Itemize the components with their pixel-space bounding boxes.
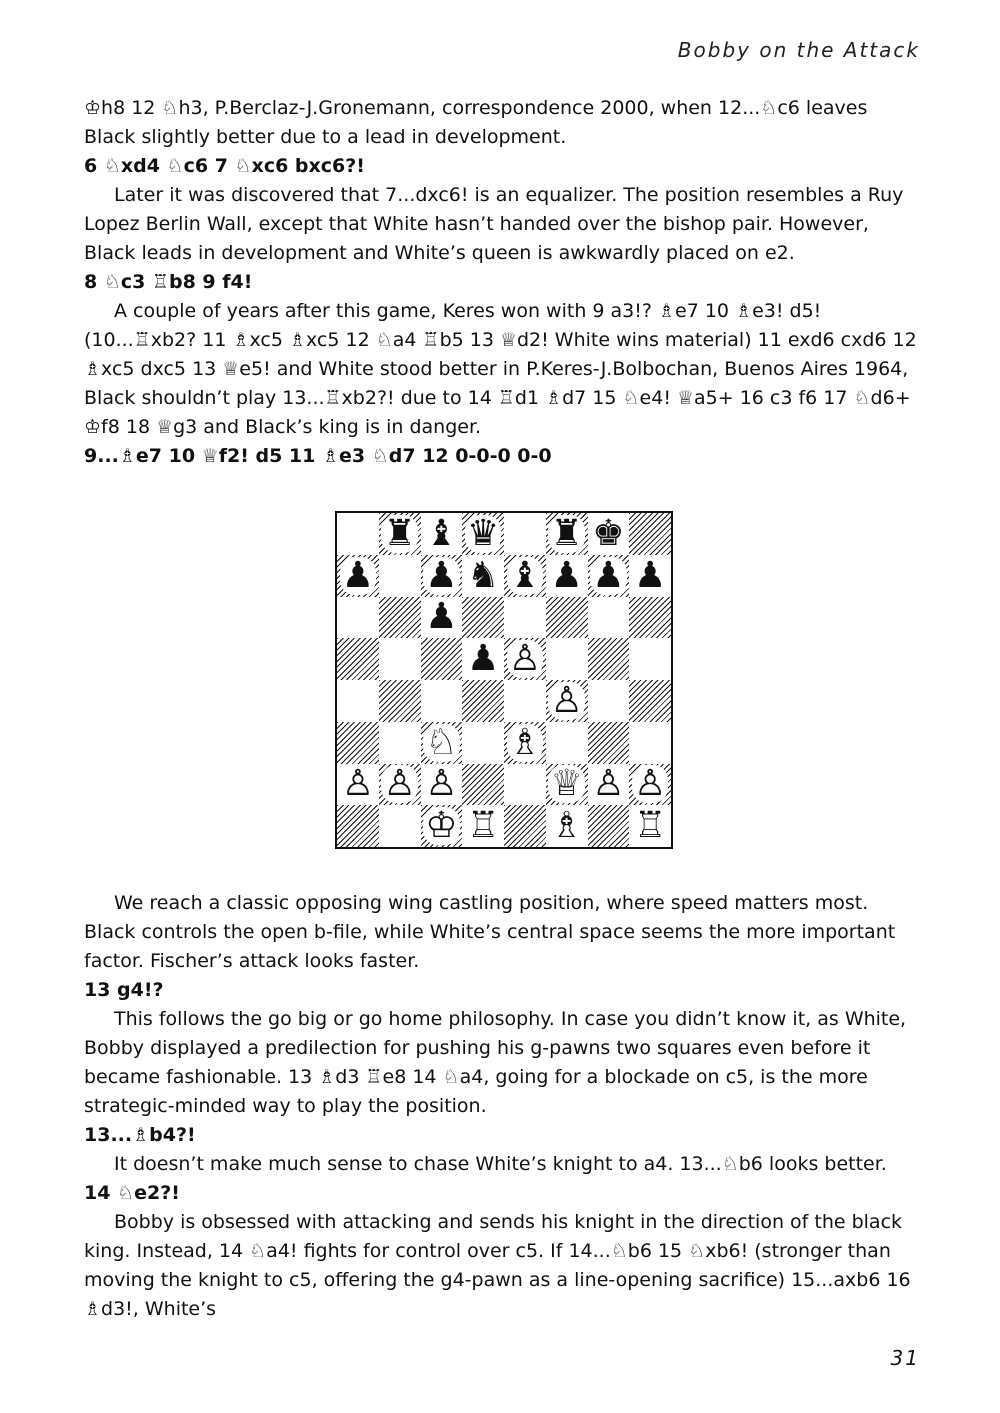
chess-piece: ♝: [425, 512, 458, 554]
board-square: [379, 597, 421, 639]
board-square: [379, 764, 421, 806]
chess-board: [337, 513, 671, 847]
board-square: [379, 555, 421, 597]
board-square: [504, 722, 546, 764]
chess-piece: ♙: [550, 679, 583, 721]
board-square: [629, 597, 671, 639]
board-square: [588, 555, 630, 597]
chess-piece: ♗: [550, 805, 583, 847]
chess-piece: ♙: [508, 638, 542, 680]
board-square: [504, 680, 546, 722]
move-line: 9...♗e7 10 ♕f2! d5 11 ♗e3 ♘d7 12 0-0-0 0-0: [84, 445, 552, 467]
board-square: [588, 513, 630, 555]
paragraph: We reach a classic opposing wing castling position, where speed matters most. Black controls the open b-file, while White’s central space seems the more important factor. Fischer’s attack looks faster.: [84, 892, 896, 972]
chess-piece: ♜: [550, 512, 583, 554]
board-square: [421, 805, 463, 847]
board-square: [421, 555, 463, 597]
move-line: 13...♗b4?!: [84, 1124, 196, 1146]
board-square: [504, 597, 546, 639]
chess-piece: ♕: [550, 763, 583, 805]
chess-piece: ♙: [425, 763, 458, 805]
chess-piece: ♛: [466, 512, 500, 554]
chess-piece: ♔: [425, 805, 458, 847]
board-square: [546, 722, 588, 764]
board-square: [379, 638, 421, 680]
board-square: [337, 680, 379, 722]
chess-piece: ♙: [383, 763, 416, 805]
board-square: [462, 638, 504, 680]
chess-piece: ♙: [341, 763, 375, 805]
board-square: [337, 638, 379, 680]
board-square: [588, 597, 630, 639]
board-square: [462, 680, 504, 722]
board-square: [337, 513, 379, 555]
chess-piece: ♜: [383, 512, 416, 554]
board-square: [588, 764, 630, 806]
board-square: [379, 513, 421, 555]
chess-piece: ♝: [508, 554, 542, 596]
board-square: [462, 513, 504, 555]
board-square: [504, 764, 546, 806]
chess-piece: ♘: [425, 721, 458, 763]
paragraph: This follows the go big or go home philosophy. In case you didn’t know it, as White, Bobby displayed a predilection for pushing his g-pawns two squares even before it became fashionable. 13 ♗d3 ♖e8 14 ♘a4, going for a blockade on c5, is the more strategic-minded way to play the position.: [84, 1008, 907, 1117]
chess-piece: ♟: [550, 554, 583, 596]
chess-piece: ♞: [466, 554, 500, 596]
board-square: [462, 555, 504, 597]
move-line: 14 ♘e2?!: [84, 1182, 180, 1204]
board-square: [629, 805, 671, 847]
text-block-top: [84, 94, 920, 471]
board-square: [379, 680, 421, 722]
board-square: [629, 680, 671, 722]
chess-piece: ♟: [425, 554, 458, 596]
move-line: 6 ♘xd4 ♘c6 7 ♘xc6 bxc6?!: [84, 155, 365, 177]
chess-piece: ♟: [466, 638, 500, 680]
board-square: [546, 597, 588, 639]
board-square: [421, 764, 463, 806]
board-square: [379, 722, 421, 764]
paragraph: Bobby is obsessed with attacking and sends his knight in the direction of the black king. Instead, 14 ♘a4! fights for control over c5. If 14...♘b6 15 ♘xb6! (stronger than moving the knight to c5, offering the g4-pawn as a line-opening sacrifice) 15...axb6 16 ♗d3!, White’s: [84, 1211, 911, 1320]
board-square: [462, 597, 504, 639]
board-square: [504, 555, 546, 597]
text-block-bottom: [84, 889, 920, 1324]
board-square: [337, 597, 379, 639]
board-square: [421, 597, 463, 639]
board-square: [629, 513, 671, 555]
board-square: [337, 555, 379, 597]
page-number: 31: [890, 1346, 920, 1370]
move-line: 13 g4!?: [84, 979, 164, 1001]
board-square: [629, 555, 671, 597]
board-square: [629, 764, 671, 806]
paragraph: ♔h8 12 ♘h3, P.Berclaz-J.Gronemann, correspondence 2000, when 12...♘c6 leaves Black slightly better due to a lead in development.: [84, 97, 868, 148]
board-square: [504, 805, 546, 847]
chess-piece: ♟: [341, 554, 375, 596]
chess-diagram: [335, 511, 673, 849]
board-square: [337, 722, 379, 764]
board-square: [337, 805, 379, 847]
board-square: [462, 805, 504, 847]
running-title: Bobby on the Attack: [677, 38, 920, 62]
board-square: [462, 722, 504, 764]
chess-piece: ♚: [592, 512, 625, 554]
board-square: [546, 764, 588, 806]
move-line: 8 ♘c3 ♖b8 9 f4!: [84, 271, 253, 293]
board-square: [504, 513, 546, 555]
board-square: [629, 722, 671, 764]
chess-piece: ♟: [633, 554, 667, 596]
paragraph: A couple of years after this game, Keres won with 9 a3!? ♗e7 10 ♗e3! d5! (10...♖xb2? 11 ♗xc5 ♗xc5 12 ♘a4 ♖b5 13 ♕d2! White wins material) 11 exd6 cxd6 12 ♗xc5 dxc5 13 ♕e5! and White stood better in P.Keres-J.Bolbochan, Buenos Aires 1964, Black shouldn’t play 13...♖xb2?! due to 14 ♖d1 ♗d7 15 ♘e4! ♕a5+ 16 c3 f6 17 ♘d6+ ♔f8 18 ♕g3 and Black’s king is in danger.: [84, 300, 917, 438]
board-square: [588, 638, 630, 680]
board-square: [421, 680, 463, 722]
board-square: [546, 555, 588, 597]
board-square: [462, 764, 504, 806]
chess-piece: ♟: [592, 554, 625, 596]
chess-piece: ♙: [633, 763, 667, 805]
chess-piece: ♙: [592, 763, 625, 805]
board-square: [379, 805, 421, 847]
board-square: [421, 722, 463, 764]
board-square: [546, 805, 588, 847]
board-square: [421, 513, 463, 555]
chess-piece: ♗: [508, 721, 542, 763]
board-square: [421, 638, 463, 680]
board-square: [588, 680, 630, 722]
board-square: [588, 722, 630, 764]
board-square: [546, 680, 588, 722]
board-square: [629, 638, 671, 680]
chess-piece: ♟: [425, 596, 458, 638]
chess-piece: ♖: [466, 805, 500, 847]
paragraph: It doesn’t make much sense to chase White’s knight to a4. 13...♘b6 looks better.: [114, 1153, 887, 1175]
board-square: [546, 638, 588, 680]
chess-piece: ♖: [633, 805, 667, 847]
board-square: [546, 513, 588, 555]
board-square: [504, 638, 546, 680]
board-square: [337, 764, 379, 806]
board-square: [588, 805, 630, 847]
paragraph: Later it was discovered that 7...dxc6! is an equalizer. The position resembles a Ruy Lopez Berlin Wall, except that White hasn’t handed over the bishop pair. However, Black leads in development and White’s queen is awkwardly placed on e2.: [84, 184, 904, 264]
